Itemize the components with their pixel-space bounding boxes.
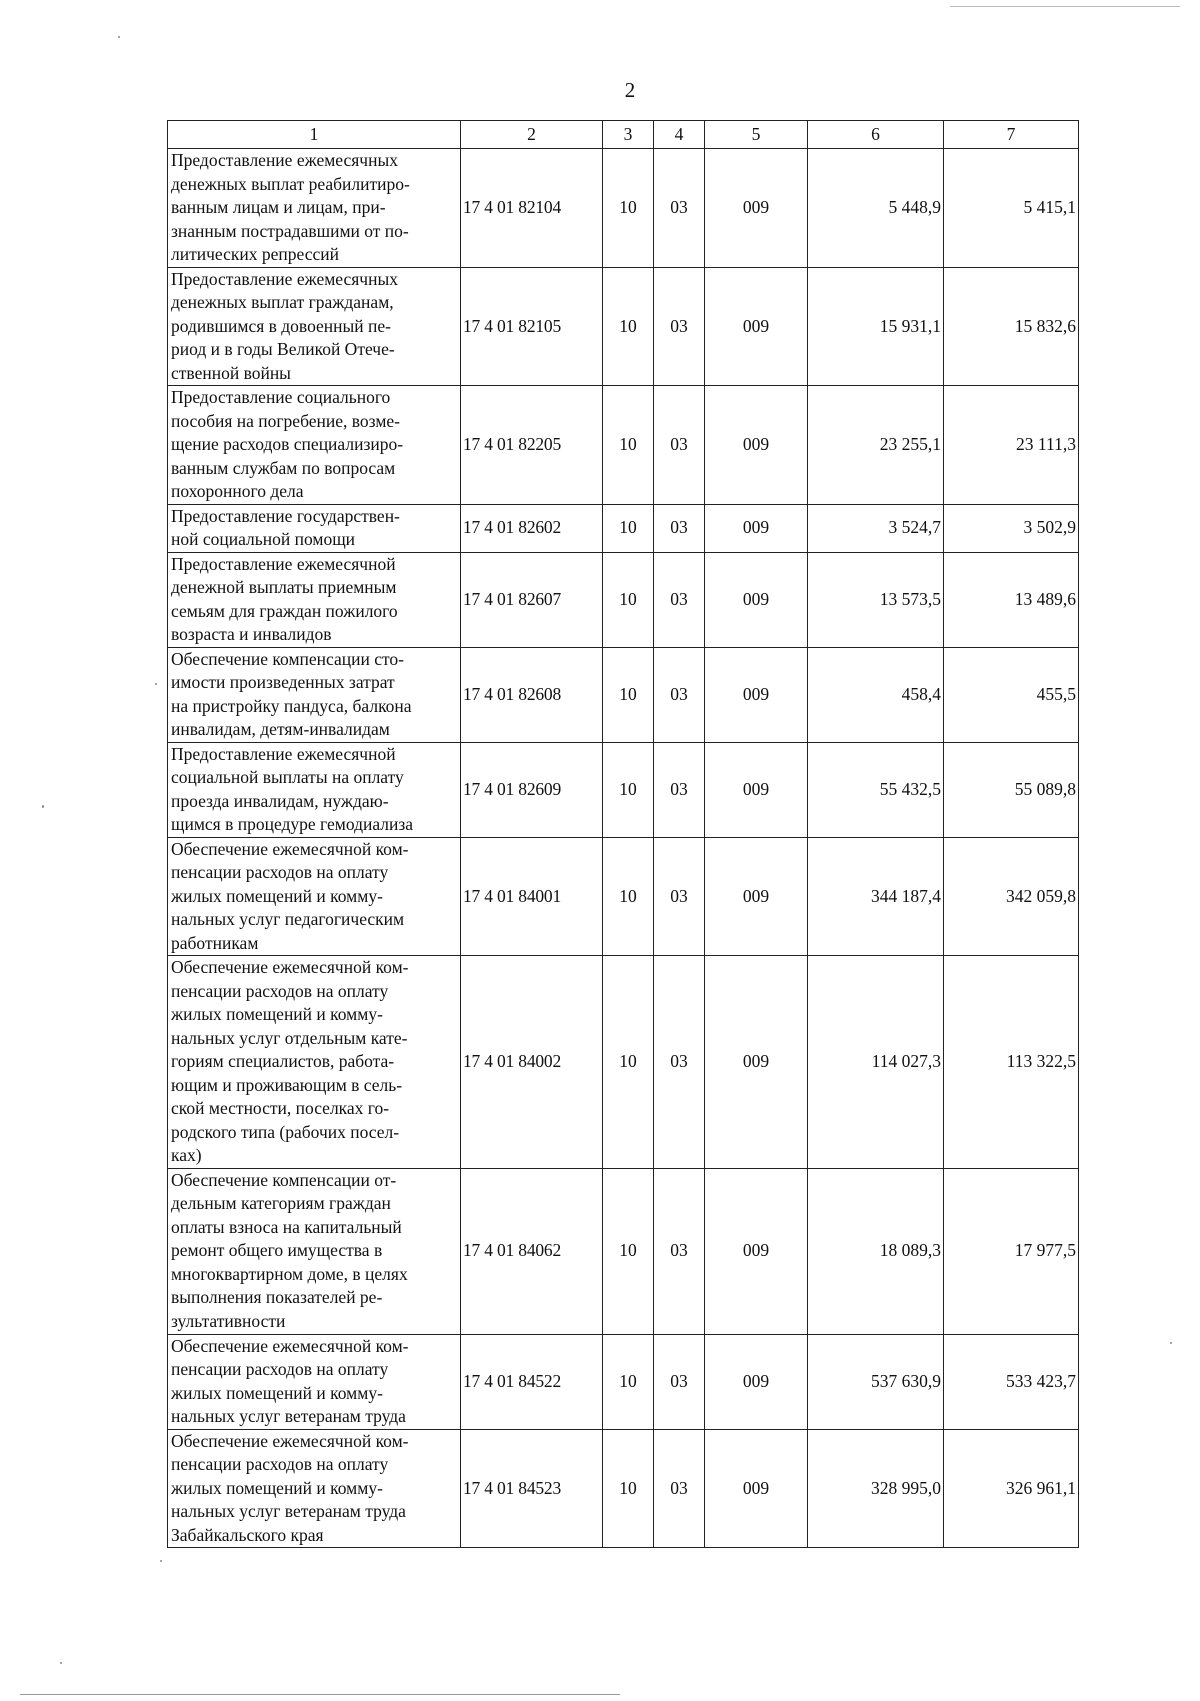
amount-year-2: 5 415,1 bbox=[944, 149, 1079, 268]
expense-item-name bbox=[168, 1334, 461, 1429]
expense-item-name bbox=[168, 267, 461, 386]
expense-item-name bbox=[168, 552, 461, 647]
expense-item-name bbox=[168, 837, 461, 956]
expense-item-name-line: на пристройку пандуса, балкона bbox=[171, 695, 412, 716]
amount-year-2: 455,5 bbox=[944, 647, 1079, 742]
amount-year-2: 533 423,7 bbox=[944, 1334, 1079, 1429]
expense-item-name-line: жилых помещений и комму- bbox=[171, 1477, 383, 1498]
expense-item-name-line: семьям для граждан пожилого bbox=[171, 600, 398, 621]
scan-speck bbox=[118, 36, 120, 38]
section-code: 10 bbox=[603, 504, 654, 552]
section-code: 10 bbox=[603, 149, 654, 268]
amount-year-2: 55 089,8 bbox=[944, 742, 1079, 837]
table-row bbox=[168, 149, 1079, 268]
expense-item-name-line: похоронного дела bbox=[171, 481, 304, 501]
expense-item-name-line: щение расходов специализиро- bbox=[171, 434, 404, 454]
subsection-code: 03 bbox=[654, 149, 705, 268]
expense-item-name-line: нальных услуг ветеранам труда bbox=[171, 1501, 406, 1521]
expense-type-code: 009 bbox=[705, 837, 808, 956]
target-article-code: 17 4 01 84522 bbox=[461, 1334, 603, 1429]
subsection-code: 03 bbox=[654, 1334, 705, 1429]
expense-item-name-line: пенсации расходов на оплату bbox=[171, 980, 389, 1001]
scan-speck bbox=[160, 1560, 162, 1562]
section-code: 10 bbox=[603, 647, 654, 742]
amount-year-1: 13 573,5 bbox=[808, 552, 944, 647]
expense-item-name-line: Обеспечение компенсации от- bbox=[171, 1169, 397, 1190]
scan-edge-line-top bbox=[950, 6, 1180, 7]
expense-type-code: 009 bbox=[705, 1334, 808, 1429]
expense-item-name-line: ванным службам по вопросам bbox=[171, 457, 396, 478]
expense-item-name-line: денежной выплаты приемным bbox=[171, 577, 397, 597]
subsection-code: 03 bbox=[654, 837, 705, 956]
expense-item-name-line: оплаты взноса на капитальный bbox=[171, 1216, 402, 1237]
expense-item-name-line: ской местности, поселках го- bbox=[171, 1098, 390, 1118]
section-code: 10 bbox=[603, 267, 654, 386]
scan-speck bbox=[42, 805, 44, 808]
expense-item-name-line: нальных услуг ветеранам труда bbox=[171, 1406, 406, 1426]
target-article-code: 17 4 01 84523 bbox=[461, 1429, 603, 1548]
expense-item-name-line: Предоставление государствен- bbox=[171, 505, 400, 526]
expense-item-name-line: возраста и инвалидов bbox=[171, 624, 332, 644]
target-article-code: 17 4 01 82205 bbox=[461, 386, 603, 505]
amount-year-1: 114 027,3 bbox=[808, 956, 944, 1169]
expense-item-name bbox=[168, 149, 461, 268]
expense-item-name-line: социальной выплаты на оплату bbox=[171, 767, 404, 787]
table-row bbox=[168, 504, 1079, 552]
subsection-code: 03 bbox=[654, 647, 705, 742]
amount-year-1: 23 255,1 bbox=[808, 386, 944, 505]
amount-year-2: 13 489,6 bbox=[944, 552, 1079, 647]
expense-item-name bbox=[168, 742, 461, 837]
expense-item-name-line: работникам bbox=[171, 932, 259, 953]
expense-item-name-line: денежных выплат гражданам, bbox=[171, 292, 394, 312]
table-row bbox=[168, 837, 1079, 956]
scan-edge-line-bottom bbox=[20, 1694, 620, 1695]
subsection-code: 03 bbox=[654, 1168, 705, 1334]
expense-item-name-line: жилых помещений и комму- bbox=[171, 885, 383, 906]
section-code: 10 bbox=[603, 742, 654, 837]
expense-type-code: 009 bbox=[705, 1168, 808, 1334]
table-row bbox=[168, 1168, 1079, 1334]
table-body bbox=[168, 149, 1079, 1548]
target-article-code: 17 4 01 82105 bbox=[461, 267, 603, 386]
target-article-code: 17 4 01 82607 bbox=[461, 552, 603, 647]
amount-year-2: 3 502,9 bbox=[944, 504, 1079, 552]
table-row bbox=[168, 1334, 1079, 1429]
expense-type-code: 009 bbox=[705, 1429, 808, 1548]
expense-item-name-line: ванным лицам и лицам, при- bbox=[171, 197, 386, 217]
expense-type-code: 009 bbox=[705, 742, 808, 837]
section-code: 10 bbox=[603, 386, 654, 505]
section-code: 10 bbox=[603, 837, 654, 956]
table-row bbox=[168, 647, 1079, 742]
table-row bbox=[168, 1429, 1079, 1548]
expense-item-name-line: зультативности bbox=[171, 1310, 286, 1331]
expense-item-name-line: Обеспечение компенсации сто- bbox=[171, 648, 405, 669]
scan-speck bbox=[60, 1662, 62, 1664]
amount-year-1: 458,4 bbox=[808, 647, 944, 742]
expense-item-name-line: нальных услуг педагогическим bbox=[171, 909, 405, 929]
subsection-code: 03 bbox=[654, 552, 705, 647]
expense-item-name-line: дельным категориям граждан bbox=[171, 1193, 391, 1214]
expense-item-name-line: знанным пострадавшими от по- bbox=[171, 220, 409, 241]
table-row bbox=[168, 956, 1079, 1169]
expense-item-name-line: пенсации расходов на оплату bbox=[171, 862, 389, 882]
column-header-5: 5 bbox=[705, 121, 808, 149]
target-article-code: 17 4 01 84062 bbox=[461, 1168, 603, 1334]
subsection-code: 03 bbox=[654, 1429, 705, 1548]
column-header-2: 2 bbox=[461, 121, 603, 149]
amount-year-1: 55 432,5 bbox=[808, 742, 944, 837]
expense-item-name-line: ной социальной помощи bbox=[171, 529, 356, 549]
expense-item-name-line: многоквартирном доме, в целях bbox=[171, 1263, 408, 1284]
column-header-4: 4 bbox=[654, 121, 705, 149]
expense-item-name-line: имости произведенных затрат bbox=[171, 672, 395, 692]
section-code: 10 bbox=[603, 956, 654, 1169]
target-article-code: 17 4 01 82104 bbox=[461, 149, 603, 268]
header-row bbox=[168, 121, 1079, 149]
budget-allocation-table bbox=[167, 120, 1079, 1548]
table-row bbox=[168, 552, 1079, 647]
subsection-code: 03 bbox=[654, 504, 705, 552]
target-article-code: 17 4 01 84001 bbox=[461, 837, 603, 956]
amount-year-1: 18 089,3 bbox=[808, 1168, 944, 1334]
expense-type-code: 009 bbox=[705, 956, 808, 1169]
section-code: 10 bbox=[603, 1429, 654, 1548]
expense-item-name-line: родского типа (рабочих посел- bbox=[171, 1121, 400, 1142]
expense-type-code: 009 bbox=[705, 552, 808, 647]
subsection-code: 03 bbox=[654, 267, 705, 386]
amount-year-2: 17 977,5 bbox=[944, 1168, 1079, 1334]
column-header-3: 3 bbox=[603, 121, 654, 149]
expense-item-name-line: пособия на погребение, возме- bbox=[171, 410, 400, 431]
amount-year-2: 326 961,1 bbox=[944, 1429, 1079, 1548]
scan-speck bbox=[155, 683, 157, 685]
expense-item-name bbox=[168, 386, 461, 505]
scan-speck bbox=[1170, 1342, 1172, 1344]
expense-item-name-line: Предоставление ежемесячных bbox=[171, 150, 398, 170]
amount-year-2: 113 322,5 bbox=[944, 956, 1079, 1169]
expense-item-name-line: инвалидам, детям-инвалидам bbox=[171, 719, 390, 739]
amount-year-2: 23 111,3 bbox=[944, 386, 1079, 505]
expense-item-name-line: выполнения показателей ре- bbox=[171, 1287, 383, 1308]
amount-year-1: 328 995,0 bbox=[808, 1429, 944, 1548]
amount-year-1: 15 931,1 bbox=[808, 267, 944, 386]
expense-item-name-line: жилых помещений и комму- bbox=[171, 1382, 383, 1403]
expense-item-name-line: ремонт общего имущества в bbox=[171, 1240, 383, 1261]
expense-item-name-line: Забайкальского края bbox=[171, 1524, 324, 1545]
expense-type-code: 009 bbox=[705, 149, 808, 268]
expense-type-code: 009 bbox=[705, 386, 808, 505]
expense-type-code: 009 bbox=[705, 267, 808, 386]
expense-item-name bbox=[168, 1429, 461, 1548]
expense-item-name-line: родившимся в довоенный пе- bbox=[171, 315, 391, 336]
amount-year-2: 15 832,6 bbox=[944, 267, 1079, 386]
section-code: 10 bbox=[603, 1168, 654, 1334]
expense-item-name-line: Предоставление ежемесячной bbox=[171, 743, 396, 764]
amount-year-1: 537 630,9 bbox=[808, 1334, 944, 1429]
expense-item-name-line: литических репрессий bbox=[171, 244, 339, 264]
amount-year-1: 3 524,7 bbox=[808, 504, 944, 552]
subsection-code: 03 bbox=[654, 386, 705, 505]
amount-year-1: 5 448,9 bbox=[808, 149, 944, 268]
expense-item-name-line: риод и в годы Великой Отече- bbox=[171, 339, 395, 359]
target-article-code: 17 4 01 82608 bbox=[461, 647, 603, 742]
expense-item-name bbox=[168, 956, 461, 1169]
expense-item-name-line: Обеспечение ежемесячной ком- bbox=[171, 1430, 409, 1451]
page-number: 2 bbox=[624, 78, 636, 102]
expense-item-name-line: Обеспечение ежемесячной ком- bbox=[171, 957, 409, 977]
expense-item-name bbox=[168, 504, 461, 552]
column-header-7: 7 bbox=[944, 121, 1079, 149]
target-article-code: 17 4 01 82602 bbox=[461, 504, 603, 552]
table-row bbox=[168, 267, 1079, 386]
expense-item-name-line: Предоставление ежемесячных bbox=[171, 268, 398, 289]
expense-item-name bbox=[168, 1168, 461, 1334]
expense-type-code: 009 bbox=[705, 647, 808, 742]
expense-item-name-line: ственной войны bbox=[171, 362, 291, 383]
expense-item-name-line: Предоставление ежемесячной bbox=[171, 553, 396, 574]
expense-item-name bbox=[168, 647, 461, 742]
expense-item-name-line: Обеспечение ежемесячной ком- bbox=[171, 1335, 409, 1356]
column-header-1: 1 bbox=[168, 121, 461, 149]
expense-item-name-line: гориям специалистов, работа- bbox=[171, 1051, 395, 1071]
expense-item-name-line: Обеспечение ежемесячной ком- bbox=[171, 838, 409, 859]
column-header-6: 6 bbox=[808, 121, 944, 149]
table-row bbox=[168, 742, 1079, 837]
expense-item-name-line: ках) bbox=[171, 1145, 202, 1165]
expense-item-name-line: жилых помещений и комму- bbox=[171, 1004, 383, 1024]
expense-item-name-line: Предоставление социального bbox=[171, 387, 391, 407]
expense-type-code: 009 bbox=[705, 504, 808, 552]
expense-item-name-line: пенсации расходов на оплату bbox=[171, 1359, 389, 1379]
expense-item-name-line: нальных услуг отдельным кате- bbox=[171, 1027, 408, 1048]
expense-item-name-line: проезда инвалидам, нуждаю- bbox=[171, 790, 389, 811]
target-article-code: 17 4 01 82609 bbox=[461, 742, 603, 837]
expense-item-name-line: щимся в процедуре гемодиализа bbox=[171, 814, 414, 834]
table-row bbox=[168, 386, 1079, 505]
expense-item-name-line: ющим и проживающим в сель- bbox=[171, 1074, 403, 1095]
expense-item-name-line: пенсации расходов на оплату bbox=[171, 1454, 389, 1474]
section-code: 10 bbox=[603, 1334, 654, 1429]
subsection-code: 03 bbox=[654, 956, 705, 1169]
expense-item-name-line: денежных выплат реабилитиро- bbox=[171, 173, 410, 194]
target-article-code: 17 4 01 84002 bbox=[461, 956, 603, 1169]
amount-year-1: 344 187,4 bbox=[808, 837, 944, 956]
subsection-code: 03 bbox=[654, 742, 705, 837]
section-code: 10 bbox=[603, 552, 654, 647]
amount-year-2: 342 059,8 bbox=[944, 837, 1079, 956]
